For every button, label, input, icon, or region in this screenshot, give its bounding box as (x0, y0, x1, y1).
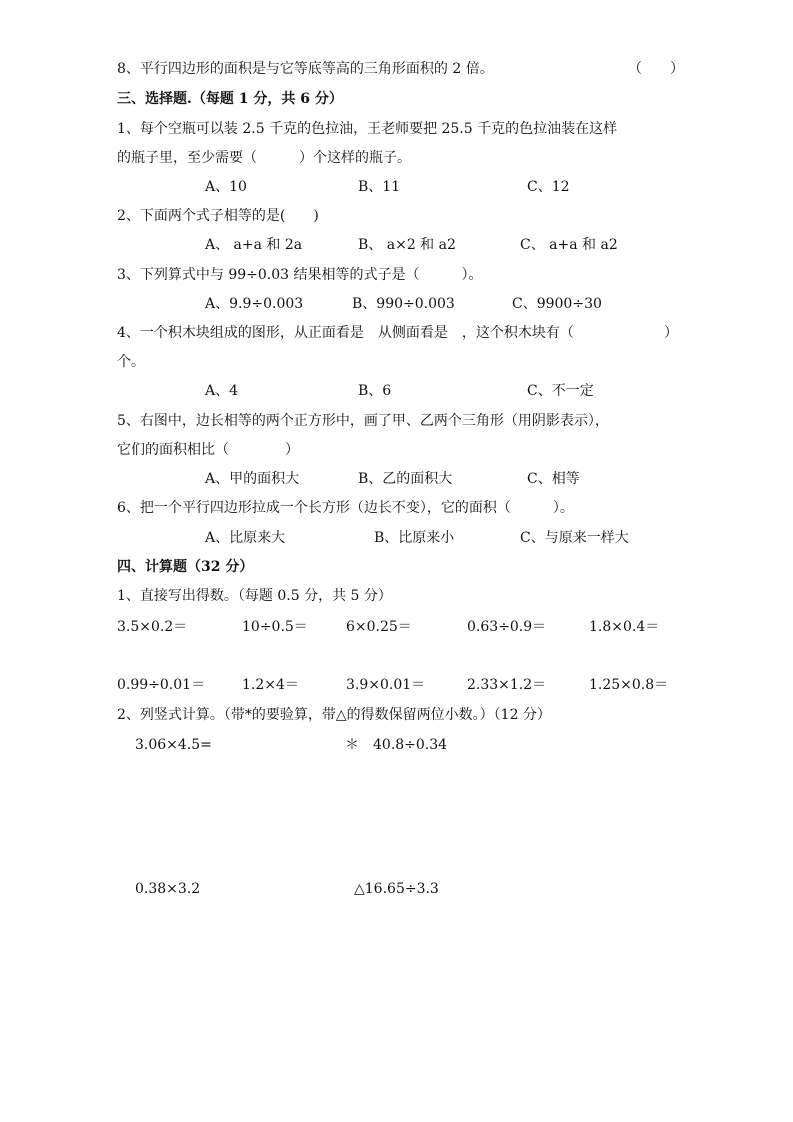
vertical-calc-2: ＊ 40.8÷0.34 (345, 737, 448, 753)
choice-5-line-1: 5、右图中，边长相等的两个正方形中，画了甲、乙两个三角形（用阴影表示）， (117, 413, 609, 429)
choice-3-option-b: B、990÷0.003 (352, 296, 455, 312)
mental-calc-4: 0.63÷0.9＝ (467, 619, 547, 635)
section-3-title: 三、选择题.（每题 1 分，共 6 分） (117, 91, 343, 107)
choice-6-line-1: 6、把一个平行四边形拉成一个长方形（边长不变），它的面积（ ）。 (117, 500, 574, 516)
section-4-sub-1: 1、直接写出得数。（每题 0.5 分，共 5 分） (117, 588, 392, 604)
choice-3-option-a: A、9.9÷0.003 (205, 296, 304, 312)
choice-1-option-c: C、12 (527, 179, 570, 195)
choice-1-line-2: 的瓶子里，至少需要（ ）个这样的瓶子。 (117, 150, 411, 166)
choice-2-option-a: A、 a+a 和 2a (205, 237, 303, 253)
choice-3-option-c: C、9900÷30 (512, 296, 602, 312)
mental-calc-6: 0.99÷0.01＝ (117, 677, 206, 693)
mental-calc-8: 3.9×0.01＝ (346, 677, 426, 693)
choice-4-option-b: B、6 (358, 383, 392, 399)
choice-5-option-c: C、相等 (527, 471, 580, 487)
mental-calc-2: 10÷0.5＝ (242, 619, 308, 635)
choice-4-option-c: C、不一定 (527, 383, 594, 399)
choice-4-close-paren: ） (664, 325, 678, 341)
choice-2-option-c: C、 a+a 和 a2 (520, 237, 618, 253)
choice-4-line-1: 4、一个积木块组成的图形，从正面看是 从侧面看是 ，这个积木块有（ (117, 325, 574, 341)
choice-2-option-b: B、 a×2 和 a2 (358, 237, 456, 253)
mental-calc-3: 6×0.25＝ (346, 619, 412, 635)
choice-6-option-a: A、比原来大 (205, 530, 286, 546)
choice-5-option-b: B、乙的面积大 (358, 471, 453, 487)
choice-4-option-a: A、4 (205, 383, 239, 399)
mental-calc-9: 2.33×1.2＝ (467, 677, 547, 693)
vertical-calc-1: 3.06×4.5= (135, 737, 212, 753)
mental-calc-1: 3.5×0.2＝ (117, 619, 188, 635)
section-4-title: 四、计算题（32 分） (117, 559, 254, 575)
choice-4-line-2: 个。 (117, 354, 145, 370)
vertical-calc-3: 0.38×3.2 (135, 881, 201, 897)
choice-3-line-1: 3、下列算式中与 99÷0.03 结果相等的式子是（ ）。 (117, 267, 483, 283)
vertical-calc-4: △16.65÷3.3 (354, 881, 439, 897)
question-8-answer-paren: （ ） (628, 61, 684, 77)
choice-1-option-a: A、10 (205, 179, 247, 195)
choice-5-line-2: 它们的面积相比（ ） (117, 442, 299, 458)
choice-1-option-b: B、11 (358, 179, 401, 195)
choice-5-option-a: A、甲的面积大 (205, 471, 300, 487)
mental-calc-7: 1.2×4＝ (242, 677, 299, 693)
mental-calc-10: 1.25×0.8＝ (589, 677, 669, 693)
choice-1-line-1: 1、每个空瓶可以装 2.5 千克的色拉油，王老师要把 25.5 千克的色拉油装在这样 (117, 121, 618, 137)
section-4-sub-2: 2、列竖式计算。（带*的要验算，带△的得数保留两位小数。）（12 分） (117, 707, 551, 723)
choice-2-line-1: 2、下面两个式子相等的是( ) (117, 208, 319, 224)
choice-6-option-b: B、比原来小 (374, 530, 455, 546)
choice-6-option-c: C、与原来一样大 (520, 530, 629, 546)
question-8-text: 8、平行四边形的面积是与它等底等高的三角形面积的 2 倍。 (117, 61, 494, 77)
mental-calc-5: 1.8×0.4＝ (589, 619, 660, 635)
